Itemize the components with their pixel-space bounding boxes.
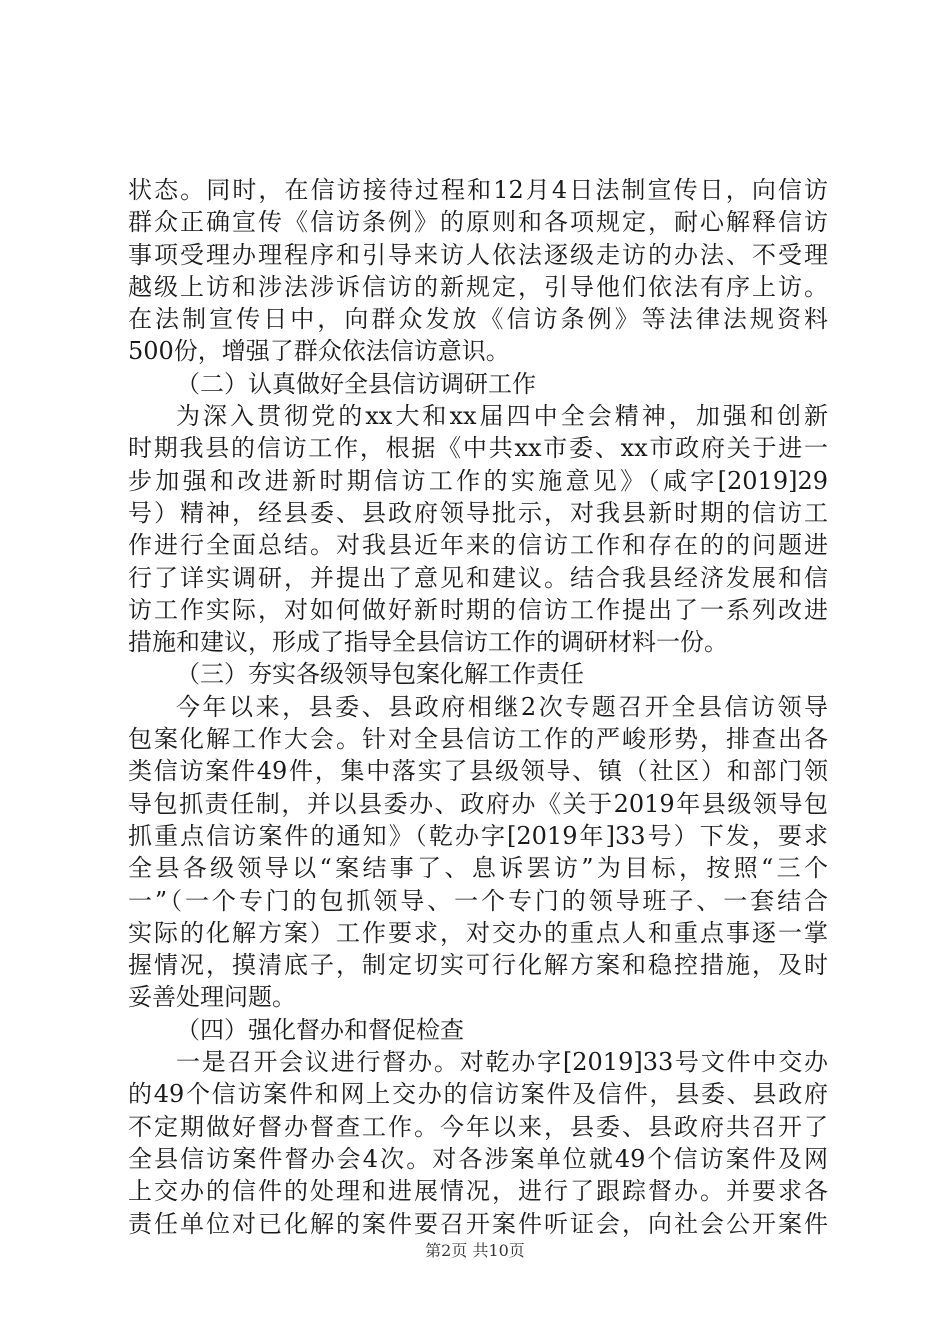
paragraph-line: 群众正确宣传《信访条例》的原则和各项规定，耐心解释信访 [128, 208, 828, 237]
paragraph-line: 作进行全面总结。对我县近年来的信访工作和存在的的问题进 [128, 531, 828, 560]
paragraph-line: 今年以来，县委、县政府相继2次专题召开全县信访领导 [176, 692, 828, 721]
paragraph-line: 号）精神，经县委、县政府领导批示，对我县新时期的信访工 [128, 498, 828, 527]
paragraph-line: 措施和建议，形成了指导全县信访工作的调研材料一份。 [128, 628, 728, 657]
page-footer: 第2页 共10页 [425, 1241, 525, 1260]
section-heading: （三）夯实各级领导包案化解工作责任 [176, 660, 584, 689]
paragraph-line: 上交办的信件的处理和进展情况，进行了跟踪督办。并要求各 [128, 1177, 828, 1206]
paragraph-line: 步加强和改进新时期信访工作的实施意见》（咸字[2019]29 [128, 466, 828, 495]
paragraph-line: 实际的化解方案）工作要求，对交办的重点人和重点事逐一掌 [128, 918, 828, 947]
document-body [128, 174, 828, 1240]
paragraph-line: 事项受理办理程序和引导来访人依法逐级走访的办法、不受理 [128, 240, 828, 269]
paragraph-line: 导包抓责任制，并以县委办、政府办《关于2019年县级领导包 [128, 789, 828, 818]
paragraph-line: 一是召开会议进行督办。对乾办字[2019]33号文件中交办 [176, 1048, 828, 1077]
paragraph-line: 不定期做好督办督查工作。今年以来，县委、县政府共召开了 [128, 1112, 828, 1141]
paragraph-line: 越级上访和涉法涉诉信访的新规定，引导他们依法有序上访。 [128, 272, 828, 301]
paragraph-line: 包案化解工作大会。针对全县信访工作的严峻形势，排查出各 [128, 725, 828, 754]
paragraph-line: 行了详实调研，并提出了意见和建议。结合我县经济发展和信 [128, 563, 828, 592]
paragraph-line: 状态。同时，在信访接待过程和12月4日法制宣传日，向信访 [128, 176, 828, 204]
paragraph-line: 时期我县的信访工作，根据《中共xx市委、xx市政府关于进一 [128, 434, 828, 463]
section-heading: （二）认真做好全县信访调研工作 [176, 369, 536, 398]
paragraph-line: 500份，增强了群众依法信访意识。 [128, 337, 510, 366]
paragraph-line: 一”（一个专门的包抓领导、一个专门的领导班子、一套结合 [128, 886, 828, 915]
paragraph-line: 为深入贯彻党的xx大和xx届四中全会精神，加强和创新 [176, 402, 828, 431]
paragraph-line: 妥善处理问题。 [128, 983, 296, 1012]
paragraph-line: 责任单位对已化解的案件要召开案件听证会，向社会公开案件 [128, 1209, 828, 1238]
paragraph-line: 握情况，摸清底子，制定切实可行化解方案和稳控措施，及时 [128, 951, 828, 980]
paragraph-line: 访工作实际，对如何做好新时期的信访工作提出了一系列改进 [128, 595, 828, 624]
paragraph-line: 全县信访案件督办会4次。对各涉案单位就49个信访案件及网 [128, 1144, 828, 1173]
paragraph-line: 在法制宣传日中，向群众发放《信访条例》等法律法规资料 [128, 305, 828, 334]
section-heading: （四）强化督办和督促检查 [176, 1015, 464, 1044]
paragraph-line: 的49个信访案件和网上交办的信访案件及信件，县委、县政府 [128, 1080, 828, 1109]
paragraph-line: 类信访案件49件，集中落实了县级领导、镇（社区）和部门领 [128, 757, 828, 786]
paragraph-line: 全县各级领导以“案结事了、息诉罢访”为目标，按照“三个 [128, 854, 828, 883]
paragraph-line: 抓重点信访案件的通知》（乾办字[2019年]33号）下发，要求 [128, 821, 828, 850]
